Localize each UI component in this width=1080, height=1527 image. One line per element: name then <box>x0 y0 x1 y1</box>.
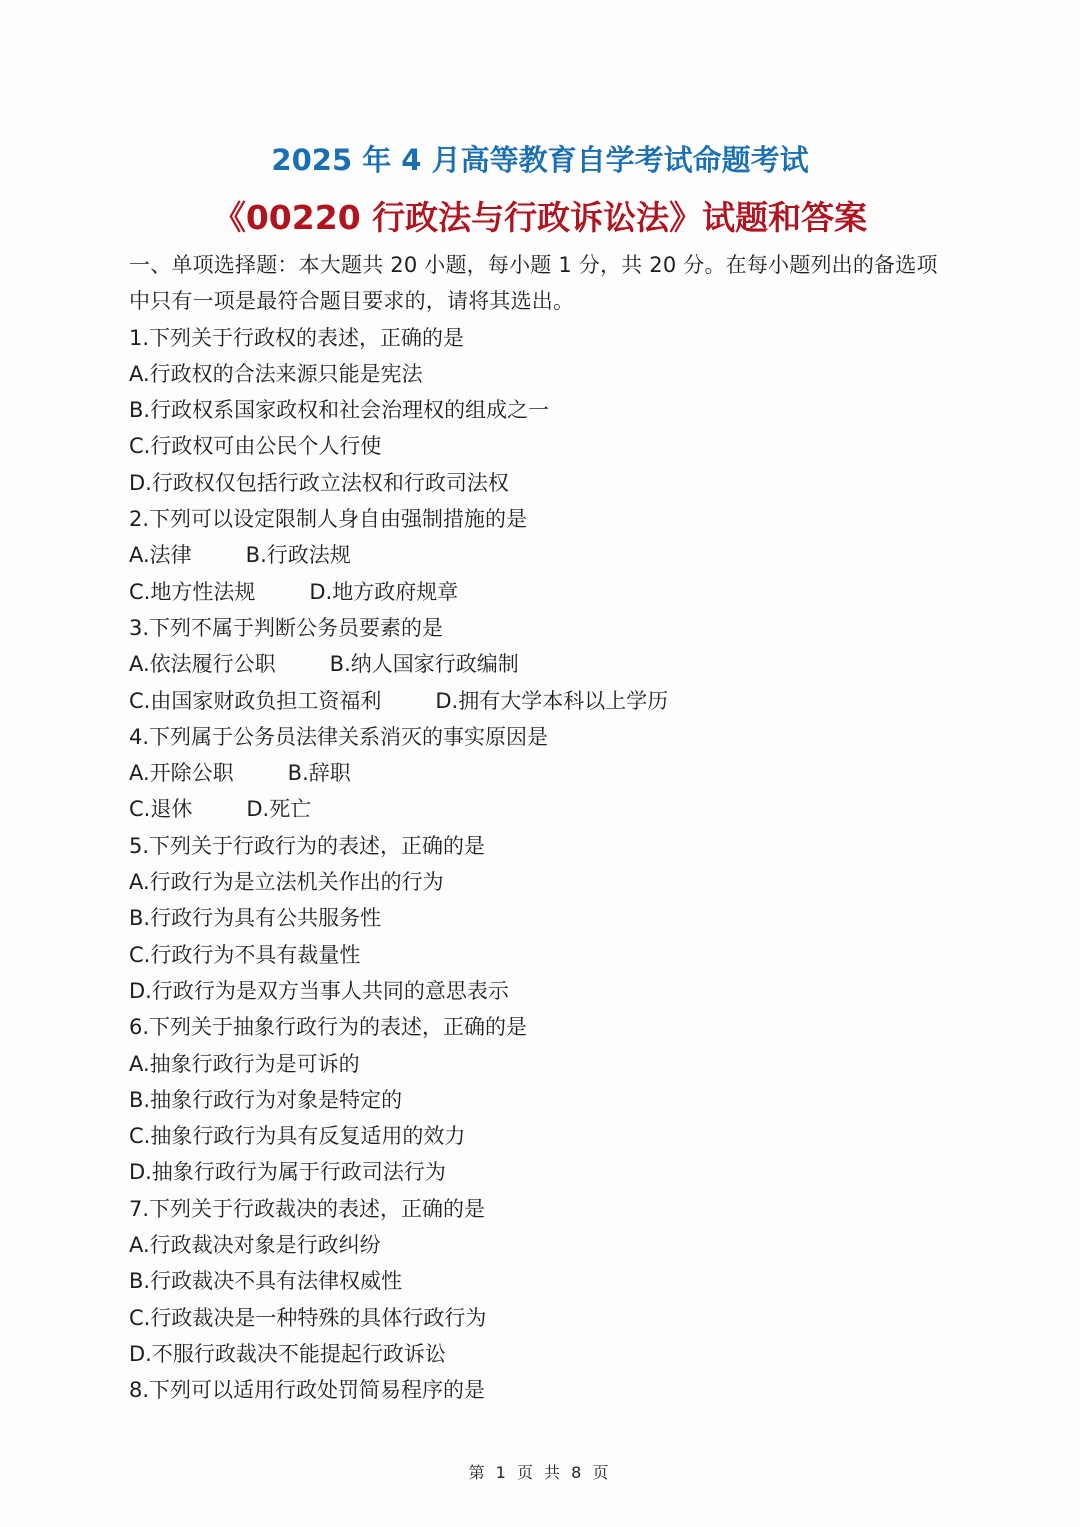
question-1 <box>129 320 959 501</box>
question-8 <box>129 1372 959 1408</box>
option-b: B.纳人国家行政编制 <box>329 652 519 677</box>
question-5 <box>129 828 959 1009</box>
option-row-cd <box>129 574 959 610</box>
option-row-ab <box>129 537 959 573</box>
section-intro-line1: 一、单项选择题：本大题共 20 小题，每小题 1 分，共 20 分。在每小题列出的备选项 <box>129 253 938 277</box>
option-d: D.地方政府规章 <box>309 579 459 604</box>
question-stem: 7.下列关于行政裁决的表述，正确的是 <box>129 1196 486 1221</box>
option-c: C.地方性法规 <box>129 579 256 604</box>
option-row-cd <box>129 683 959 719</box>
option-d: D.不服行政裁决不能提起行政诉讼 <box>129 1341 446 1366</box>
option-c: C.行政裁决是一种特殊的具体行政行为 <box>129 1305 487 1330</box>
section-intro-line2: 中只有一项是最符合题目要求的，请将其选出。 <box>129 289 575 314</box>
option-a: A.行政权的合法来源只能是宪法 <box>129 361 423 386</box>
option-d: D.拥有大学本科以上学历 <box>435 688 669 713</box>
question-stem: 5.下列关于行政行为的表述，正确的是 <box>129 833 486 858</box>
option-b: B.行政权系国家政权和社会治理权的组成之一 <box>129 398 550 423</box>
option-d: D.行政权仅包括行政立法权和行政司法权 <box>129 470 509 495</box>
question-3 <box>129 610 959 719</box>
option-c: C.由国家财政负担工资福利 <box>129 688 382 713</box>
option-d: D.行政行为是双方当事人共同的意思表示 <box>129 978 509 1003</box>
page-number: 第 1 页 共 8 页 <box>468 1463 612 1482</box>
option-a: A.行政裁决对象是行政纠纷 <box>129 1233 381 1258</box>
option-row-ab <box>129 755 959 791</box>
option-row-ab <box>129 646 959 682</box>
option-c: C.退休 <box>129 797 193 822</box>
section-intro <box>129 247 959 320</box>
option-c: C.行政权可由公民个人行使 <box>129 434 382 459</box>
question-6 <box>129 1009 959 1190</box>
option-b: B.行政行为具有公共服务性 <box>129 906 382 931</box>
exam-subtitle: 《00220 行政法与行政诉讼法》试题和答案 <box>212 198 868 237</box>
question-stem: 2.下列可以设定限制人身自由强制措施的是 <box>129 507 528 532</box>
question-2 <box>129 501 959 610</box>
option-d: D.死亡 <box>246 797 312 822</box>
option-a: A.依法履行公职 <box>129 652 276 677</box>
option-c: C.抽象行政行为具有反复适用的效力 <box>129 1124 466 1149</box>
option-b: B.抽象行政行为对象是特定的 <box>129 1087 403 1112</box>
question-stem: 6.下列关于抽象行政行为的表述，正确的是 <box>129 1015 528 1040</box>
question-stem: 8.下列可以适用行政处罚简易程序的是 <box>129 1378 486 1403</box>
option-row-cd <box>129 791 959 827</box>
exam-title: 2025 年 4 月高等教育自学考试命题考试 <box>271 143 809 177</box>
option-a: A.法律 <box>129 543 192 568</box>
option-d: D.抽象行政行为属于行政司法行为 <box>129 1160 446 1185</box>
question-stem: 4.下列属于公务员法律关系消灭的事实原因是 <box>129 724 549 749</box>
question-4 <box>129 719 959 828</box>
option-b: B.行政裁决不具有法律权威性 <box>129 1269 403 1294</box>
option-a: A.抽象行政行为是可诉的 <box>129 1051 360 1076</box>
option-a: A.行政行为是立法机关作出的行为 <box>129 870 444 895</box>
option-b: B.辞职 <box>287 761 351 786</box>
option-a: A.开除公职 <box>129 761 234 786</box>
question-stem: 3.下列不属于判断公务员要素的是 <box>129 615 444 640</box>
option-b: B.行政法规 <box>245 543 351 568</box>
document-body <box>129 247 959 1409</box>
question-stem: 1.下列关于行政权的表述，正确的是 <box>129 325 465 350</box>
question-7 <box>129 1191 959 1372</box>
option-c: C.行政行为不具有裁量性 <box>129 942 361 967</box>
